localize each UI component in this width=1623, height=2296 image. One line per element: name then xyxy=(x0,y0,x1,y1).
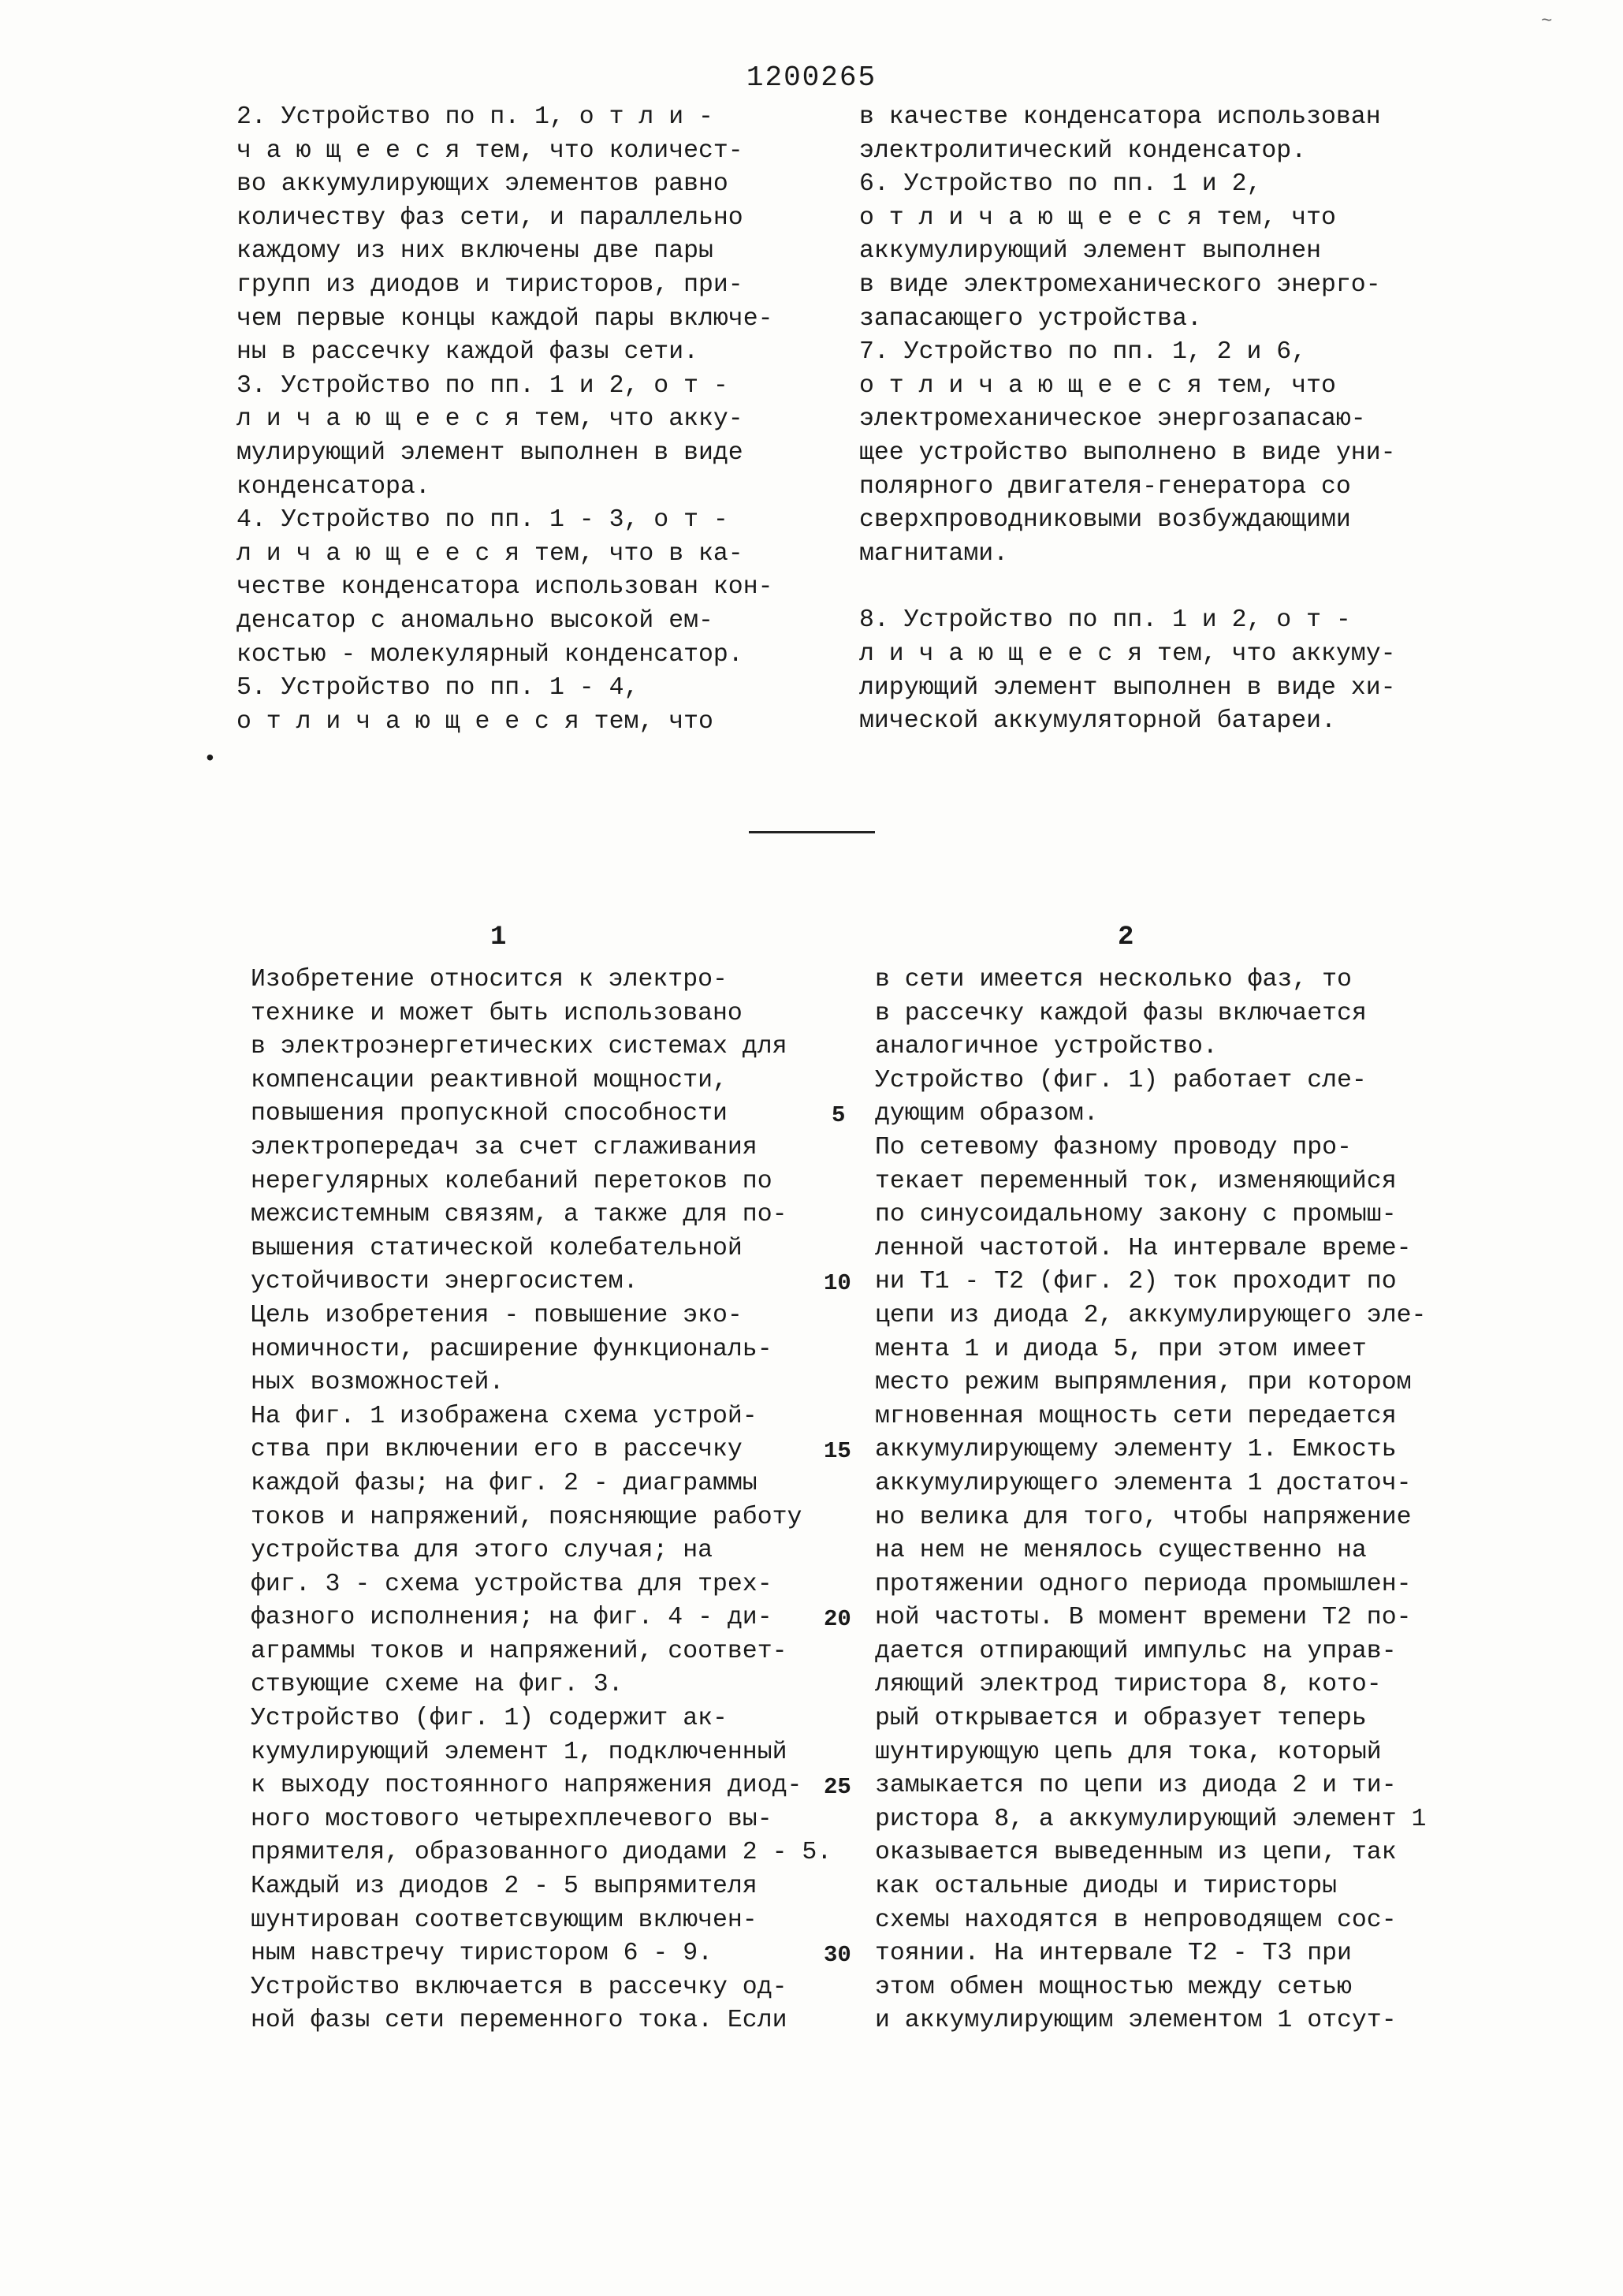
text-line: каждому из них включены две пары xyxy=(236,237,713,266)
text-line: мической аккумуляторной батареи. xyxy=(859,707,1336,736)
text-line: нерегулярных колебаний перетоков по xyxy=(251,1167,772,1195)
text-line: мулирующий элемент выполнен в виде xyxy=(236,438,743,467)
text-line: л и ч а ю щ е е с я тем, что в ка- xyxy=(236,539,743,568)
text-line: честве конденсатора использован кон- xyxy=(236,573,773,602)
line-number: 30 xyxy=(824,1942,851,1968)
text-line: Цель изобретения - повышение эко- xyxy=(251,1301,743,1329)
text-line: но велика для того, чтобы напряжение xyxy=(875,1503,1412,1531)
text-line: в сети имеется несколько фаз, то xyxy=(875,966,1352,993)
claims-column-left xyxy=(236,101,773,739)
line-number: 15 xyxy=(824,1438,851,1464)
text-line: Устройство включается в рассечку од- xyxy=(251,1973,787,2001)
text-line: текает переменный ток, изменяющийся xyxy=(875,1167,1397,1195)
text-line: дается отпирающий импульс на управ- xyxy=(875,1637,1397,1665)
text-line: шунтирован соответсвующим включен- xyxy=(251,1906,758,1934)
text-line: мгновенная мощность сети передается xyxy=(875,1402,1397,1430)
text-line: аграммы токов и напряжений, соответ- xyxy=(251,1637,787,1665)
line-number: 25 xyxy=(824,1774,851,1800)
text-line: Изобретение относится к электро- xyxy=(251,966,728,993)
text-line: каждой фазы; на фиг. 2 - диаграммы xyxy=(251,1469,758,1497)
text-line: и аккумулирующим элементом 1 отсут- xyxy=(875,2007,1397,2035)
text-line: прямителя, образованного диодами 2 - 5. xyxy=(251,1839,832,1867)
text-line: запасающего устройства. xyxy=(859,304,1202,333)
column-number-right: 2 xyxy=(1118,922,1134,952)
text-line: 4. Устройство по пп. 1 - 3, о т - xyxy=(236,506,728,535)
text-line: в рассечку каждой фазы включается xyxy=(875,999,1367,1027)
text-line: 5. Устройство по пп. 1 - 4, xyxy=(236,674,639,703)
text-line: фазного исполнения; на фиг. 4 - ди- xyxy=(251,1604,772,1632)
text-line: компенсации реактивной мощности, xyxy=(251,1066,728,1094)
text-line: на нем не менялось существенно на xyxy=(875,1537,1367,1565)
text-line: к выходу постоянного напряжения диод- xyxy=(251,1772,802,1800)
text-line: устойчивости энергосистем. xyxy=(251,1268,638,1296)
text-line: магнитами. xyxy=(859,539,1009,568)
text-line: костью - молекулярный конденсатор. xyxy=(236,640,743,669)
text-line: о т л и ч а ю щ е е с я тем, что xyxy=(236,707,713,736)
text-line: аккумулирующий элемент выполнен xyxy=(859,237,1321,266)
text-line: тоянии. На интервале T2 - T3 при xyxy=(875,1940,1352,1968)
text-line: во аккумулирующих элементов равно xyxy=(236,170,728,199)
stray-mark: • xyxy=(203,747,217,772)
text-line: дующим образом. xyxy=(875,1100,1099,1128)
text-line: электролитический конденсатор. xyxy=(859,136,1307,165)
text-line: аналогичное устройство. xyxy=(875,1033,1218,1061)
text-line: в электроэнергетических системах для xyxy=(251,1033,787,1061)
text-line: шунтирующую цепь для тока, который xyxy=(875,1738,1382,1766)
text-line: ленной частотой. На интервале време- xyxy=(875,1234,1412,1262)
text-line: л и ч а ю щ е е с я тем, что акку- xyxy=(236,405,743,434)
text-line: щее устройство выполнено в виде уни- xyxy=(859,438,1396,467)
line-number: 10 xyxy=(824,1270,851,1296)
text-line: ной частоты. В момент времени T2 по- xyxy=(875,1604,1412,1632)
text-line: 7. Устройство по пп. 1, 2 и 6, xyxy=(859,338,1307,367)
text-line: ны в рассечку каждой фазы сети. xyxy=(236,338,698,367)
text-line: замыкается по цепи из диода 2 и ти- xyxy=(875,1772,1397,1800)
description-column-left xyxy=(251,964,832,2038)
text-line: место режим выпрямления, при котором xyxy=(875,1369,1412,1397)
text-line: Каждый из диодов 2 - 5 выпрямителя xyxy=(251,1873,758,1901)
text-line: схемы находятся в непроводящем сос- xyxy=(875,1906,1397,1934)
text-line: цепи из диода 2, аккумулирующего эле- xyxy=(875,1301,1427,1329)
text-line: кумулирующий элемент 1, подключенный xyxy=(251,1738,787,1766)
text-line: по синусоидальному закону с промыш- xyxy=(875,1201,1397,1229)
text-line: аккумулирующего элемента 1 достаточ- xyxy=(875,1469,1412,1497)
text-line: фиг. 3 - схема устройства для трех- xyxy=(251,1570,772,1598)
text-line: номичности, расширение функциональ- xyxy=(251,1335,772,1363)
text-line: в виде электромеханического энерго- xyxy=(859,270,1381,299)
text-line: Устройство (фиг. 1) работает сле- xyxy=(875,1066,1367,1094)
text-line: токов и напряжений, поясняющие работу xyxy=(251,1503,802,1531)
text-line: лирующий элемент выполнен в виде хи- xyxy=(859,673,1396,702)
text-line: чем первые концы каждой пары включе- xyxy=(236,304,773,333)
text-line: ных возможностей. xyxy=(251,1369,504,1397)
text-line: ствующие схеме на фиг. 3. xyxy=(251,1671,624,1699)
text-line: технике и может быть использовано xyxy=(251,999,743,1027)
text-line: ным навстречу тиристором 6 - 9. xyxy=(251,1940,713,1968)
text-line: электромеханическое энергозапасаю- xyxy=(859,405,1366,434)
text-line: оказывается выведенным из цепи, так xyxy=(875,1839,1397,1867)
text-line: 6. Устройство по пп. 1 и 2, xyxy=(859,170,1262,199)
text-line: По сетевому фазному проводу про- xyxy=(875,1133,1352,1161)
text-line: л и ч а ю щ е е с я тем, что аккуму- xyxy=(859,639,1396,668)
text-line: электропередач за счет сглаживания xyxy=(251,1133,758,1161)
text-line: в качестве конденсатора использован xyxy=(859,103,1381,131)
text-line: групп из диодов и тиристоров, при- xyxy=(236,270,743,299)
text-line: конденсатора. xyxy=(236,472,430,501)
text-line: 2. Устройство по п. 1, о т л и - xyxy=(236,103,713,131)
text-line: 8. Устройство по пп. 1 и 2, о т - xyxy=(859,606,1351,635)
section-divider xyxy=(749,831,875,833)
text-line: ристора 8, а аккумулирующий элемент 1 xyxy=(875,1805,1427,1833)
text-line: ч а ю щ е е с я тем, что количест- xyxy=(236,136,743,165)
text-line: ни T1 - T2 (фиг. 2) ток проходит по xyxy=(875,1268,1397,1296)
text-line: сверхпроводниковыми возбуждающими xyxy=(859,506,1351,535)
text-line: полярного двигателя-генератора со xyxy=(859,472,1351,501)
claims-column-right xyxy=(859,101,1396,739)
corner-mark: ~ xyxy=(1541,11,1553,32)
text-line: аккумулирующему элементу 1. Емкость xyxy=(875,1436,1397,1464)
text-line: ства при включении его в рассечку xyxy=(251,1436,743,1464)
column-number-left: 1 xyxy=(490,922,507,952)
text-line: рый открывается и образует теперь xyxy=(875,1705,1367,1733)
text-line: вышения статической колебательной xyxy=(251,1234,743,1262)
text-line: межсистемным связям, а также для по- xyxy=(251,1201,787,1229)
text-line: денсатор с аномально высокой ем- xyxy=(236,606,713,635)
text-line: повышения пропускной способности xyxy=(251,1100,728,1128)
text-line: этом обмен мощностью между сетью xyxy=(875,1973,1352,2001)
text-line: о т л и ч а ю щ е е с я тем, что xyxy=(859,371,1336,400)
text-line: устройства для этого случая; на xyxy=(251,1537,713,1565)
text-line: протяжении одного периода промышлен- xyxy=(875,1570,1412,1598)
text-line: как остальные диоды и тиристоры xyxy=(875,1873,1337,1901)
text-line: количеству фаз сети, и параллельно xyxy=(236,203,743,232)
line-number: 20 xyxy=(824,1606,851,1632)
text-line: ляющий электрод тиристора 8, кото- xyxy=(875,1671,1382,1699)
text-line: На фиг. 1 изображена схема устрой- xyxy=(251,1402,758,1430)
text-line: Устройство (фиг. 1) содержит ак- xyxy=(251,1705,728,1733)
text-line: о т л и ч а ю щ е е с я тем, что xyxy=(859,203,1336,232)
text-line: ной фазы сети переменного тока. Если xyxy=(251,2007,787,2035)
page-number: 1200265 xyxy=(746,62,877,94)
text-line: мента 1 и диода 5, при этом имеет xyxy=(875,1335,1367,1363)
text-line: 3. Устройство по пп. 1 и 2, о т - xyxy=(236,371,728,400)
text-line: ного мостового четырехплечевого вы- xyxy=(251,1805,772,1833)
line-number: 5 xyxy=(832,1102,846,1128)
description-column-right xyxy=(875,964,1426,2038)
